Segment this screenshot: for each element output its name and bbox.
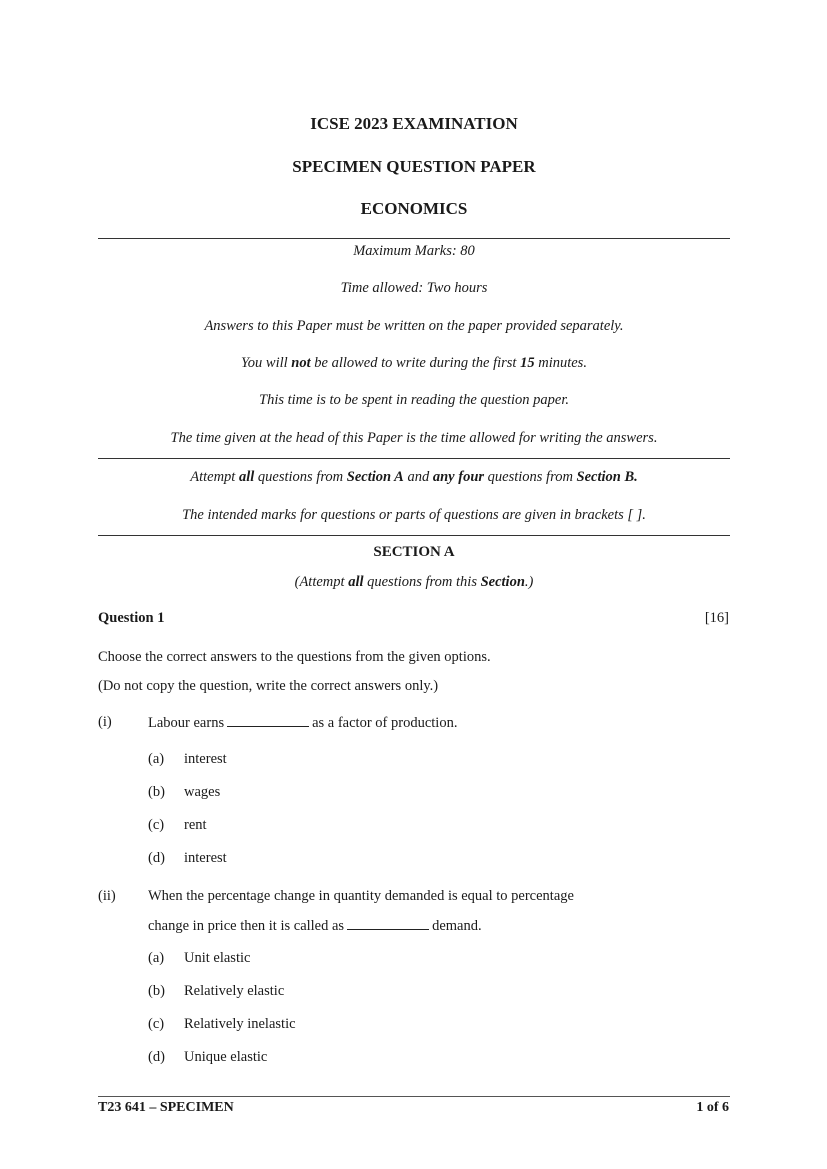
part-ii-option-c: (c) Relatively inelastic: [148, 1016, 296, 1032]
exam-title: ICSE 2023 EXAMINATION: [310, 114, 518, 133]
footer-code: T23 641 – SPECIMEN: [98, 1100, 234, 1115]
part-i-option-c: (c) rent: [148, 817, 207, 833]
question-1-instruction-2: (Do not copy the question, write the correct answers only.): [98, 678, 439, 694]
max-marks: Maximum Marks: 80: [353, 243, 475, 259]
mid-divider: [98, 458, 730, 459]
instruction-line-3: This time is to be spent in reading the question paper.: [259, 392, 569, 408]
instruction-line-4: The time given at the head of this Paper is the time allowed for writing the answers.: [170, 430, 658, 446]
section-divider: [98, 535, 730, 536]
section-a-subtitle: (Attempt all questions from this Section.): [294, 574, 534, 590]
part-ii-text-line-2: change in price then it is called as demand.: [148, 918, 482, 934]
attempt-line: Attempt all questions from Section A and any four questions from Section B.: [190, 469, 638, 485]
question-1-label: Question 1: [98, 610, 165, 626]
time-allowed: Time allowed: Two hours: [340, 280, 488, 296]
answer-blank: [227, 714, 309, 727]
part-i-option-b: (b) wages: [148, 784, 221, 800]
paper-title: SPECIMEN QUESTION PAPER: [292, 157, 536, 176]
instruction-line-1: Answers to this Paper must be written on the paper provided separately.: [204, 318, 624, 334]
subject-title: ECONOMICS: [360, 199, 468, 218]
footer-page-number: 1 of 6: [696, 1100, 729, 1115]
part-i-text: Labour earns as a factor of production.: [148, 715, 458, 731]
instruction-line-2: You will not be allowed to write during the first 15 minutes.: [241, 355, 587, 371]
question-1-marks: [16]: [704, 610, 729, 626]
part-ii-number: (ii): [98, 888, 116, 904]
part-i-option-d: (d) interest: [148, 850, 227, 866]
question-1-instruction-1: Choose the correct answers to the questions from the given options.: [98, 649, 491, 665]
part-ii-text-line-1: When the percentage change in quantity demanded is equal to percentage: [148, 888, 574, 904]
part-ii-option-b: (b) Relatively elastic: [148, 983, 285, 999]
top-divider: [98, 238, 730, 239]
section-a-title: SECTION A: [373, 544, 455, 560]
footer-divider: [98, 1096, 730, 1097]
answer-blank: [347, 917, 429, 930]
marks-note: The intended marks for questions or parts of questions are given in brackets [ ].: [182, 507, 646, 523]
part-i-option-a: (a) interest: [148, 751, 227, 767]
part-ii-option-a: (a) Unit elastic: [148, 950, 251, 966]
part-ii-option-d: (d) Unique elastic: [148, 1049, 268, 1065]
part-i-number: (i): [98, 714, 112, 730]
